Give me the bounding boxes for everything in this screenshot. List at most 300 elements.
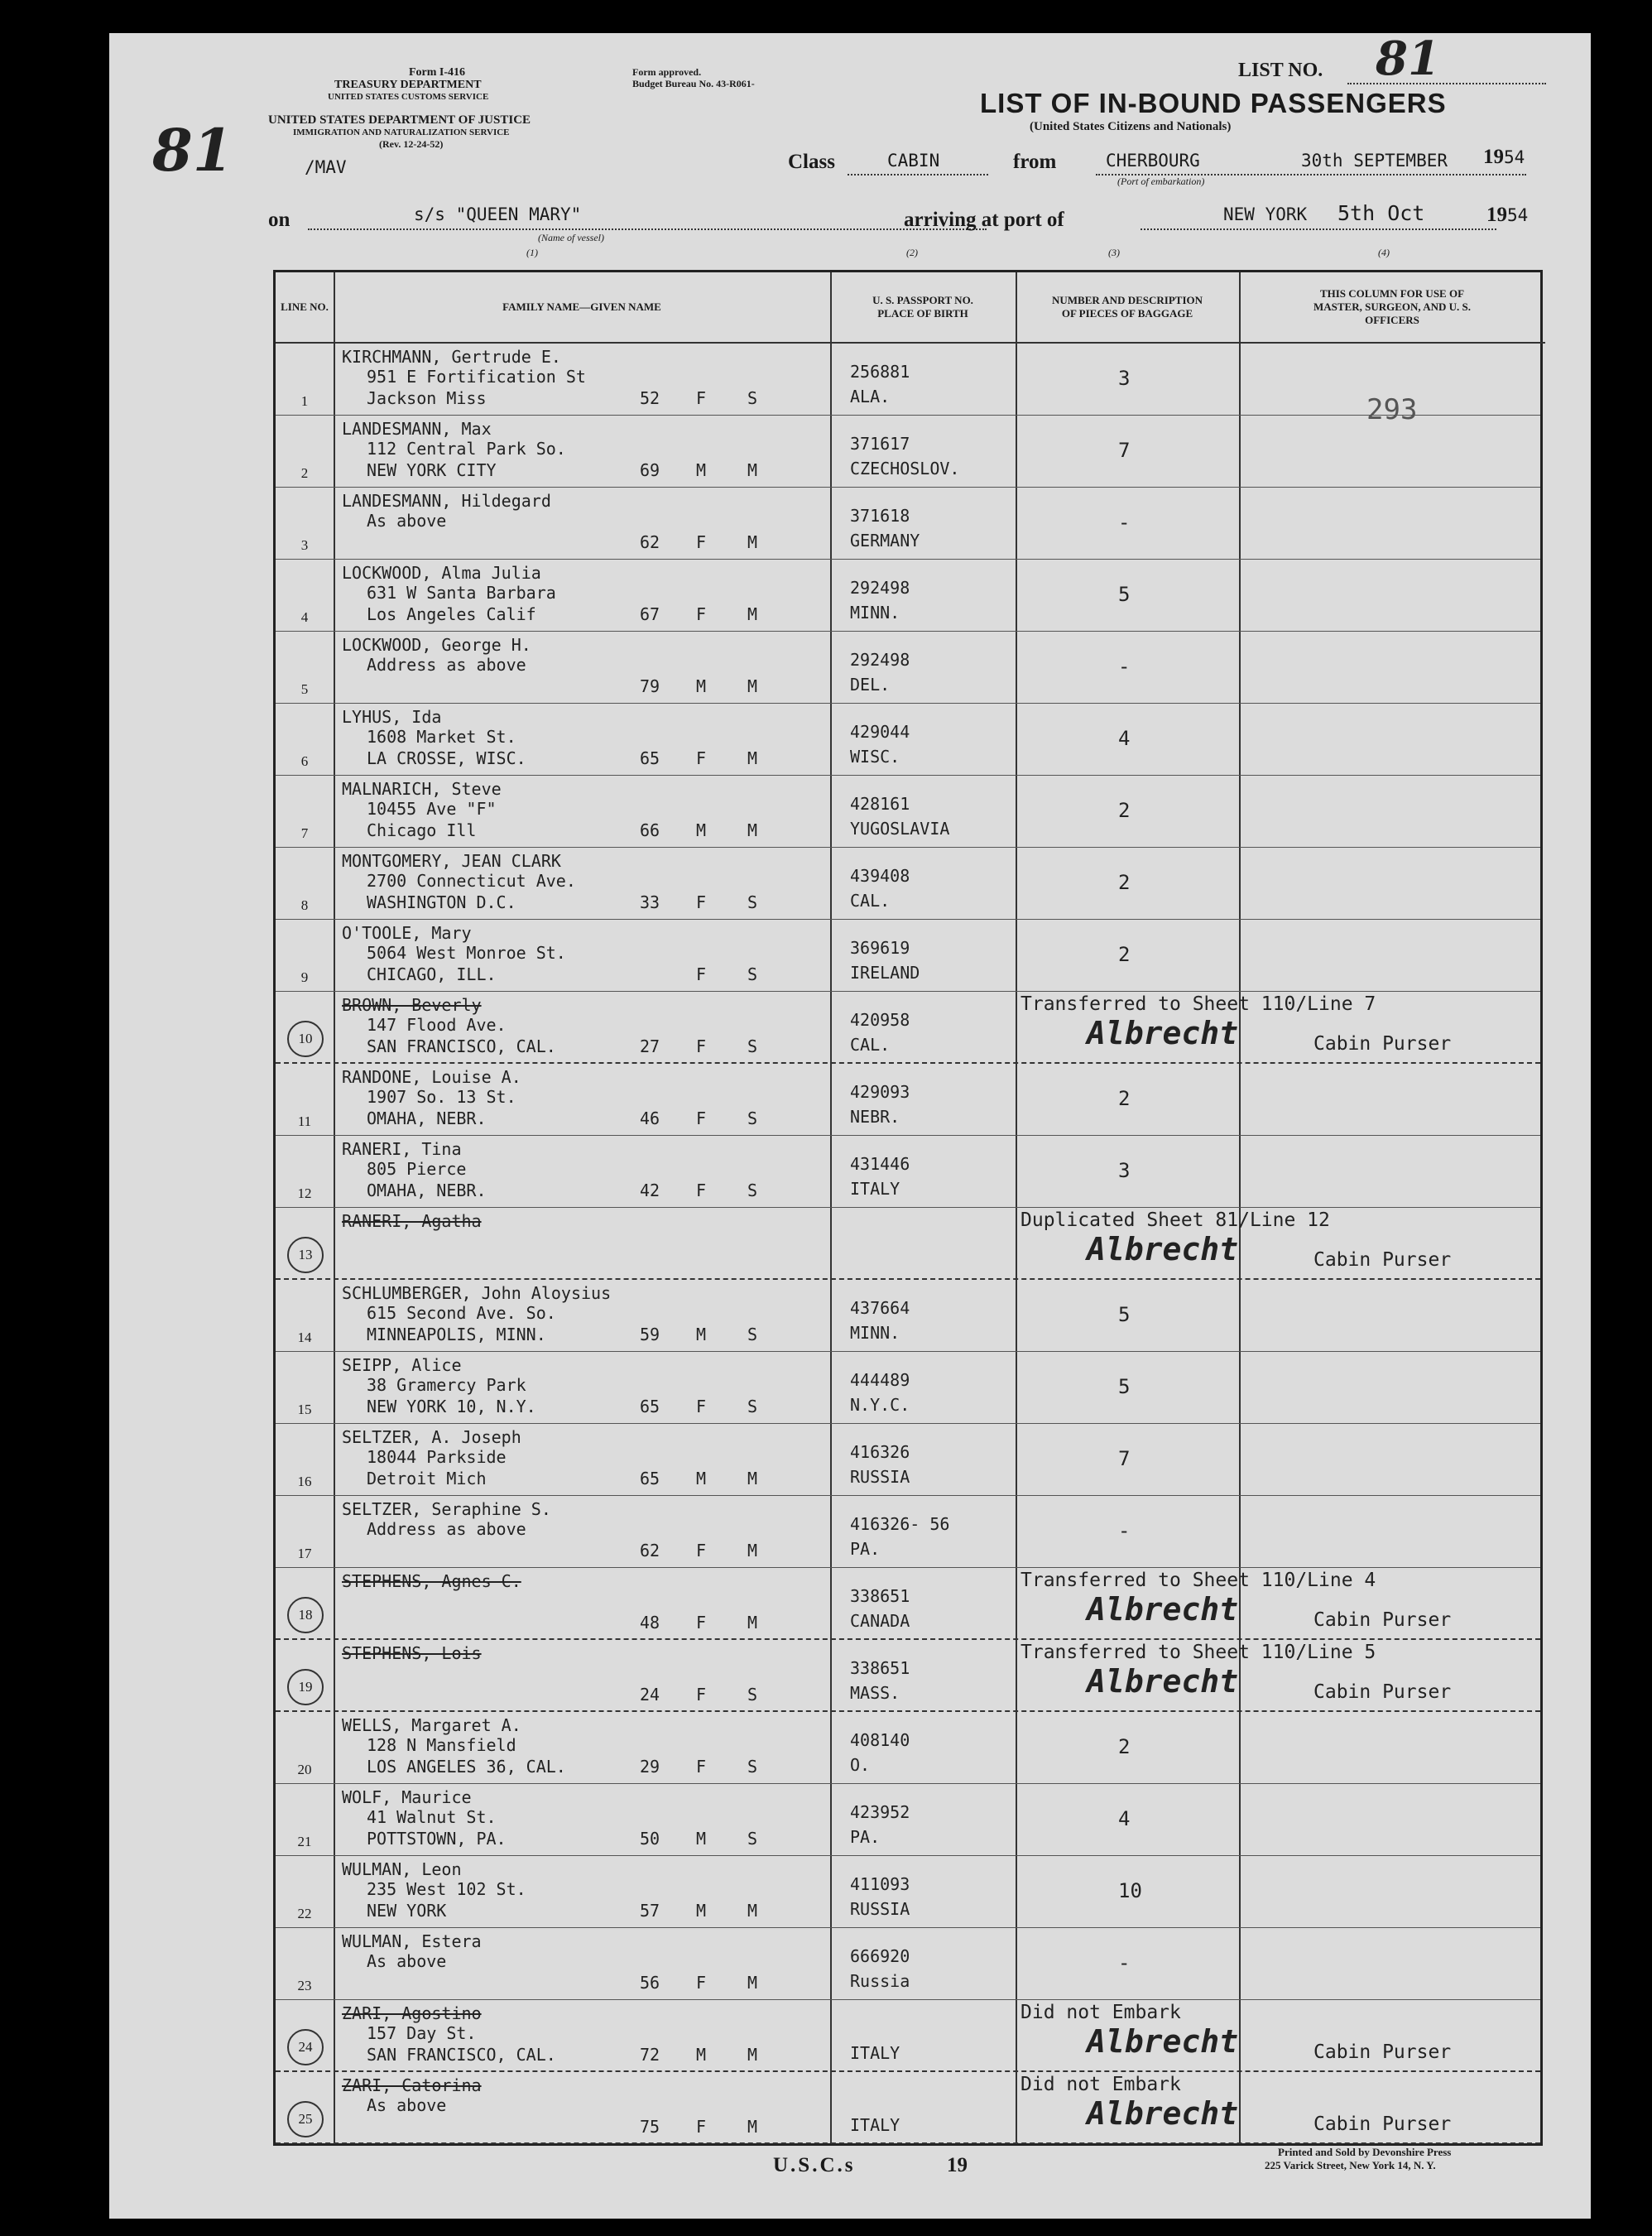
table-row: [276, 488, 1540, 560]
passenger-name: WELLS, Margaret A.: [342, 1715, 521, 1735]
passport-number: 256881: [850, 362, 910, 382]
address-line-2: LOS ANGELES 36, CAL.: [367, 1757, 566, 1777]
age: 62: [640, 1541, 660, 1560]
age: 72: [640, 2045, 660, 2065]
address-line-1: 38 Gramercy Park: [367, 1375, 526, 1395]
age: 56: [640, 1973, 660, 1993]
passenger-name: WOLF, Maurice: [342, 1787, 472, 1807]
age: 69: [640, 460, 660, 480]
form-approved: Form approved.: [632, 66, 702, 78]
sex: F: [696, 1973, 707, 1993]
age: 75: [640, 2117, 660, 2137]
place-of-birth: ITALY: [850, 2115, 900, 2135]
on-label: on: [268, 209, 291, 231]
passenger-name: LANDESMANN, Max: [342, 419, 492, 439]
line-number: 11: [297, 1113, 312, 1129]
table-row: [276, 704, 1540, 776]
baggage-count: 2: [1118, 1735, 1131, 1758]
address-line-1: 2700 Connecticut Ave.: [367, 871, 576, 891]
age: 48: [640, 1613, 660, 1633]
age: 29: [640, 1757, 660, 1777]
place-of-birth: PA.: [850, 1827, 881, 1847]
table-row: [276, 1712, 1540, 1784]
table-row: [276, 560, 1540, 632]
officer-note: Transferred to Sheet 110/Line 5: [1020, 1642, 1376, 1663]
year1: 1954: [1483, 146, 1525, 168]
embark-port: CHERBOURG: [1106, 151, 1200, 171]
line-number: 22: [297, 1906, 312, 1921]
purser-label: Cabin Purser: [1313, 2041, 1452, 2063]
address-line-1: As above: [367, 1951, 447, 1971]
address-line-1: 1907 So. 13 St.: [367, 1087, 516, 1107]
address-line-1: 805 Pierce: [367, 1159, 467, 1179]
marital-status: S: [747, 1325, 758, 1344]
address-line-2: Detroit Mich: [367, 1469, 487, 1488]
passenger-name: STEPHENS, Agnes C.: [342, 1571, 521, 1591]
place-of-birth: MINN.: [850, 1323, 900, 1343]
justice-dept: UNITED STATES DEPARTMENT OF JUSTICE: [268, 113, 531, 127]
address-line-2: POTTSTOWN, PA.: [367, 1829, 507, 1849]
marital-status: S: [747, 1036, 758, 1056]
table-row: [276, 992, 1540, 1064]
passport-number: 416326- 56: [850, 1514, 950, 1534]
passenger-name: LYHUS, Ida: [342, 707, 442, 727]
line-number: 10: [287, 1021, 324, 1057]
baggage-count: 4: [1118, 727, 1131, 750]
baggage-count: 7: [1118, 439, 1131, 462]
address-line-2: LA CROSSE, WISC.: [367, 748, 526, 768]
address-line-2: OMAHA, NEBR.: [367, 1108, 487, 1128]
baggage-count: 2: [1118, 871, 1131, 894]
ins-service: IMMIGRATION AND NATURALIZATION SERVICE: [293, 127, 510, 137]
passport-number: 444489: [850, 1370, 910, 1390]
sex: F: [696, 892, 707, 912]
marital-status: S: [747, 1108, 758, 1128]
officer-note: Transferred to Sheet 110/Line 4: [1020, 1570, 1376, 1591]
passenger-name: WULMAN, Estera: [342, 1931, 482, 1951]
passenger-name: ZARI, Catorina: [342, 2075, 482, 2095]
place-of-birth: ITALY: [850, 1179, 900, 1199]
baggage-count: 3: [1118, 367, 1131, 390]
col-number-3: (3): [1108, 247, 1120, 258]
passport-number: 369619: [850, 938, 910, 958]
marital-status: M: [747, 1901, 758, 1921]
baggage-count: 7: [1118, 1447, 1131, 1470]
address-line-2: SAN FRANCISCO, CAL.: [367, 1036, 556, 1056]
marital-status: M: [747, 676, 758, 696]
line-number: 16: [297, 1474, 312, 1489]
passport-number: 439408: [850, 866, 910, 886]
marital-status: M: [747, 748, 758, 768]
marital-status: S: [747, 1181, 758, 1200]
passenger-name: SELTZER, Seraphine S.: [342, 1499, 551, 1519]
address-line-2: Los Angeles Calif: [367, 604, 536, 624]
sex: M: [696, 820, 707, 840]
baggage-count: -: [1118, 1519, 1131, 1542]
age: 24: [640, 1685, 660, 1705]
address-line-1: 235 West 102 St.: [367, 1879, 526, 1899]
sex: M: [696, 1829, 707, 1849]
arrival-underline: [1141, 228, 1496, 230]
line-number: 13: [287, 1237, 324, 1273]
port-embarkation-caption: (Port of embarkation): [1117, 176, 1205, 187]
passenger-name: LANDESMANN, Hildegard: [342, 491, 551, 511]
address-line-1: 615 Second Ave. So.: [367, 1303, 556, 1323]
marital-status: S: [747, 388, 758, 408]
purser-signature: Albrecht: [1087, 1231, 1239, 1267]
passport-number: 292498: [850, 650, 910, 670]
place-of-birth: WISC.: [850, 747, 900, 767]
passenger-name: SCHLUMBERGER, John Aloysius: [342, 1283, 612, 1303]
passenger-name: LOCKWOOD, George H.: [342, 635, 531, 655]
line-number: 15: [297, 1402, 312, 1417]
vessel-underline: [308, 228, 987, 230]
address-line-2: WASHINGTON D.C.: [367, 892, 516, 912]
officer-note: Did not Embark: [1020, 2002, 1181, 2023]
table-row: [276, 1136, 1540, 1208]
sex: F: [696, 2117, 707, 2137]
line-number: 14: [297, 1330, 312, 1345]
passenger-name: RANERI, Tina: [342, 1139, 462, 1159]
line-number: 23: [297, 1978, 312, 1993]
purser-label: Cabin Purser: [1313, 1033, 1452, 1055]
age: 62: [640, 532, 660, 552]
sex: F: [696, 1397, 707, 1416]
passenger-name: SEIPP, Alice: [342, 1355, 462, 1375]
passport-number: 423952: [850, 1802, 910, 1822]
purser-signature: Albrecht: [1087, 1015, 1239, 1051]
age: 52: [640, 388, 660, 408]
address-line-1: 5064 West Monroe St.: [367, 943, 566, 963]
sex: F: [696, 964, 707, 984]
age: 65: [640, 748, 660, 768]
passenger-table: [273, 270, 1543, 2146]
address-line-1: 18044 Parkside: [367, 1447, 507, 1467]
passport-number: 411093: [850, 1874, 910, 1894]
baggage-count: -: [1118, 1951, 1131, 1974]
purser-label: Cabin Purser: [1313, 1681, 1452, 1703]
table-row: [276, 344, 1540, 416]
sex: F: [696, 748, 707, 768]
marital-status: M: [747, 1613, 758, 1633]
form-revision: (Rev. 12-24-52): [379, 138, 444, 150]
place-of-birth: O.: [850, 1755, 871, 1775]
line-number: 8: [300, 897, 309, 913]
place-of-birth: CZECHOSLOV.: [850, 459, 960, 478]
table-row: [276, 920, 1540, 992]
address-line-2: CHICAGO, ILL.: [367, 964, 497, 984]
address-line-2: OMAHA, NEBR.: [367, 1181, 487, 1200]
passport-number: 292498: [850, 578, 910, 598]
footer-year: 19: [947, 2154, 968, 2176]
line-number: 24: [287, 2029, 324, 2065]
from-label: from: [1013, 151, 1057, 173]
baggage-count: 5: [1118, 583, 1131, 606]
line-number: 18: [287, 1597, 324, 1633]
line-number: 5: [300, 681, 309, 697]
passport-number: 431446: [850, 1154, 910, 1174]
arrival-date: 5th Oct: [1337, 201, 1425, 225]
place-of-birth: ALA.: [850, 387, 891, 406]
marital-status: S: [747, 1685, 758, 1705]
passenger-name: LOCKWOOD, Alma Julia: [342, 563, 541, 583]
age: 57: [640, 1901, 660, 1921]
address-line-2: MINNEAPOLIS, MINN.: [367, 1325, 546, 1344]
sex: M: [696, 2045, 707, 2065]
age: 67: [640, 604, 660, 624]
passenger-name: RANERI, Agatha: [342, 1211, 482, 1231]
year2: 1954: [1486, 204, 1529, 226]
passenger-name: BROWN, Beverly: [342, 995, 482, 1015]
table-row: [276, 1856, 1540, 1928]
purser-signature: Albrecht: [1087, 2095, 1239, 2132]
address-line-1: 147 Flood Ave.: [367, 1015, 507, 1035]
purser-signature: Albrecht: [1087, 2023, 1239, 2060]
age: 66: [640, 820, 660, 840]
treasury-dept: TREASURY DEPARTMENT: [334, 79, 482, 91]
table-row: [276, 1640, 1540, 1712]
table-row: [276, 1784, 1540, 1856]
sex: F: [696, 1685, 707, 1705]
passport-number: 429044: [850, 722, 910, 742]
sex: F: [696, 1108, 707, 1128]
baggage-count: 4: [1118, 1807, 1131, 1830]
baggage-count: -: [1118, 511, 1131, 534]
place-of-birth: PA.: [850, 1539, 881, 1559]
table-row: [276, 1424, 1540, 1496]
purser-signature: Albrecht: [1087, 1663, 1239, 1700]
purser-signature: Albrecht: [1087, 1591, 1239, 1628]
passport-number: 437664: [850, 1298, 910, 1318]
passenger-name: MONTGOMERY, JEAN CLARK: [342, 851, 561, 871]
table-row: [276, 1280, 1540, 1352]
line-number: 1: [300, 393, 309, 409]
baggage-count: -: [1118, 655, 1131, 678]
sex: F: [696, 604, 707, 624]
purser-label: Cabin Purser: [1313, 1249, 1452, 1271]
address-line-1: Address as above: [367, 655, 526, 675]
table-row: [276, 1064, 1540, 1136]
marital-status: M: [747, 1973, 758, 1993]
line-number: 25: [287, 2101, 324, 2137]
marital-status: M: [747, 820, 758, 840]
baggage-count: 10: [1118, 1879, 1142, 1902]
printer-line-2: 225 Varick Street, New York 14, N. Y.: [1265, 2159, 1436, 2171]
officer-mark: 293: [1366, 393, 1418, 426]
line-number: 12: [297, 1185, 312, 1201]
table-row: [276, 1928, 1540, 2000]
customs-service: UNITED STATES CUSTOMS SERVICE: [328, 92, 489, 102]
sex: F: [696, 1541, 707, 1560]
table-row: [276, 2000, 1540, 2072]
clerk-code: /MAV: [305, 157, 347, 177]
age: 65: [640, 1469, 660, 1488]
age: 33: [640, 892, 660, 912]
table-row: [276, 1352, 1540, 1424]
place-of-birth: N.Y.C.: [850, 1395, 910, 1415]
address-line-1: As above: [367, 2095, 447, 2115]
place-of-birth: CAL.: [850, 1035, 891, 1055]
place-of-birth: YUGOSLAVIA: [850, 819, 950, 839]
sex: F: [696, 532, 707, 552]
place-of-birth: GERMANY: [850, 531, 920, 551]
col-number-1: (1): [526, 247, 538, 258]
address-line-1: 951 E Fortification St: [367, 367, 586, 387]
passport-number: 420958: [850, 1010, 910, 1030]
address-line-2: SAN FRANCISCO, CAL.: [367, 2045, 556, 2065]
age: 79: [640, 676, 660, 696]
address-line-2: NEW YORK 10, N.Y.: [367, 1397, 536, 1416]
line-number: 9: [300, 969, 309, 985]
place-of-birth: NEBR.: [850, 1107, 900, 1127]
line-number: 20: [297, 1762, 312, 1777]
marital-status: M: [747, 604, 758, 624]
passport-number: 338651: [850, 1658, 910, 1678]
embark-date: 30th SEPTEMBER: [1301, 151, 1448, 171]
marital-status: M: [747, 1469, 758, 1488]
col-number-4: (4): [1378, 247, 1390, 258]
marital-status: M: [747, 2117, 758, 2137]
budget-bureau: Budget Bureau No. 43-R061-: [632, 78, 755, 89]
margin-page-number: 81: [152, 116, 233, 185]
sex: F: [696, 1613, 707, 1633]
address-line-1: As above: [367, 511, 447, 531]
place-of-birth: RUSSIA: [850, 1467, 910, 1487]
address-line-2: Jackson Miss: [367, 388, 487, 408]
address-line-1: 631 W Santa Barbara: [367, 583, 556, 603]
passport-number: 371618: [850, 506, 910, 526]
table-row: [276, 1496, 1540, 1568]
officer-note: Transferred to Sheet 110/Line 7: [1020, 993, 1376, 1015]
address-line-2: Chicago Ill: [367, 820, 477, 840]
table-row: [276, 848, 1540, 920]
place-of-birth: DEL.: [850, 675, 891, 695]
vessel-caption: (Name of vessel): [538, 232, 604, 243]
line-number: 6: [300, 753, 309, 769]
passport-number: 429093: [850, 1082, 910, 1102]
baggage-count: 2: [1118, 799, 1131, 822]
line-number: 21: [297, 1834, 312, 1849]
printer-line-1: Printed and Sold by Devonshire Press: [1278, 2146, 1452, 2158]
document-subtitle: (United States Citizens and Nationals): [1030, 120, 1232, 133]
table-row: [276, 416, 1540, 488]
marital-status: M: [747, 532, 758, 552]
arriving-label: arriving at port of: [904, 209, 1064, 231]
marital-status: S: [747, 1397, 758, 1416]
place-of-birth: ITALY: [850, 2043, 900, 2063]
place-of-birth: CANADA: [850, 1611, 910, 1631]
passport-number: 666920: [850, 1946, 910, 1966]
marital-status: S: [747, 964, 758, 984]
officer-note: Did not Embark: [1020, 2074, 1181, 2095]
passenger-name: SELTZER, A. Joseph: [342, 1427, 521, 1447]
address-line-1: 112 Central Park So.: [367, 439, 566, 459]
address-line-1: Address as above: [367, 1519, 526, 1539]
baggage-count: 5: [1118, 1303, 1131, 1326]
col-number-2: (2): [906, 247, 918, 258]
place-of-birth: MINN.: [850, 603, 900, 623]
age: 65: [640, 1397, 660, 1416]
sex: F: [696, 1757, 707, 1777]
marital-status: M: [747, 2045, 758, 2065]
marital-status: M: [747, 460, 758, 480]
line-number: 3: [300, 537, 309, 553]
document-title: LIST OF IN-BOUND PASSENGERS: [980, 88, 1447, 118]
sex: F: [696, 1181, 707, 1200]
line-number: 2: [300, 465, 309, 481]
table-row: [276, 632, 1540, 704]
arrival-port: NEW YORK: [1223, 204, 1308, 224]
age: 42: [640, 1181, 660, 1200]
age: 46: [640, 1108, 660, 1128]
sex: F: [696, 388, 707, 408]
sex: M: [696, 460, 707, 480]
sex: M: [696, 676, 707, 696]
passenger-name: MALNARICH, Steve: [342, 779, 502, 799]
address-line-1: 10455 Ave "F": [367, 799, 497, 819]
sex: M: [696, 1325, 707, 1344]
place-of-birth: MASS.: [850, 1683, 900, 1703]
list-number-label: LIST NO.: [1238, 60, 1323, 81]
baggage-count: 5: [1118, 1375, 1131, 1398]
passenger-name: KIRCHMANN, Gertrude E.: [342, 347, 561, 367]
passport-number: 338651: [850, 1586, 910, 1606]
passport-number: 428161: [850, 794, 910, 814]
address-line-1: 157 Day St.: [367, 2023, 477, 2043]
passenger-manifest-page: [109, 33, 1591, 2219]
passenger-name: ZARI, Agostino: [342, 2003, 482, 2023]
sex: M: [696, 1469, 707, 1488]
age: 59: [640, 1325, 660, 1344]
table-row: [276, 776, 1540, 848]
place-of-birth: Russia: [850, 1971, 910, 1991]
age: 27: [640, 1036, 660, 1056]
vessel-name: s/s "QUEEN MARY": [414, 204, 582, 224]
address-line-1: 1608 Market St.: [367, 727, 516, 747]
marital-status: S: [747, 1829, 758, 1849]
line-number: 4: [300, 609, 309, 625]
passport-number: 416326: [850, 1442, 910, 1462]
list-underline: [1347, 83, 1546, 84]
passenger-name: O'TOOLE, Mary: [342, 923, 472, 943]
class-underline: [848, 174, 988, 176]
address-line-2: NEW YORK CITY: [367, 460, 497, 480]
sex: M: [696, 1901, 707, 1921]
address-line-1: 41 Walnut St.: [367, 1807, 497, 1827]
passport-number: 408140: [850, 1730, 910, 1750]
line-number: 19: [287, 1669, 324, 1705]
passenger-name: STEPHENS, Lois: [342, 1643, 482, 1663]
passenger-name: WULMAN, Leon: [342, 1859, 462, 1879]
baggage-count: 2: [1118, 943, 1131, 966]
address-line-2: NEW YORK: [367, 1901, 447, 1921]
age: 50: [640, 1829, 660, 1849]
purser-label: Cabin Purser: [1313, 2113, 1452, 2135]
list-number-value: 81: [1376, 33, 1440, 86]
line-number: 17: [297, 1546, 312, 1561]
uscs-code: U.S.C.s: [773, 2154, 856, 2176]
table-row: [276, 1568, 1540, 1640]
marital-status: S: [747, 892, 758, 912]
passenger-name: RANDONE, Louise A.: [342, 1067, 521, 1087]
officer-note: Duplicated Sheet 81/Line 12: [1020, 1209, 1330, 1231]
table-row: [276, 2072, 1540, 2144]
baggage-count: 2: [1118, 1087, 1131, 1110]
header-officers: THIS COLUMN FOR USE OF MASTER, SURGEON, AND U. S. OFFICERS: [1239, 272, 1545, 344]
marital-status: S: [747, 1757, 758, 1777]
purser-label: Cabin Purser: [1313, 1609, 1452, 1631]
header-family-name: FAMILY NAME—GIVEN NAME: [334, 272, 830, 344]
